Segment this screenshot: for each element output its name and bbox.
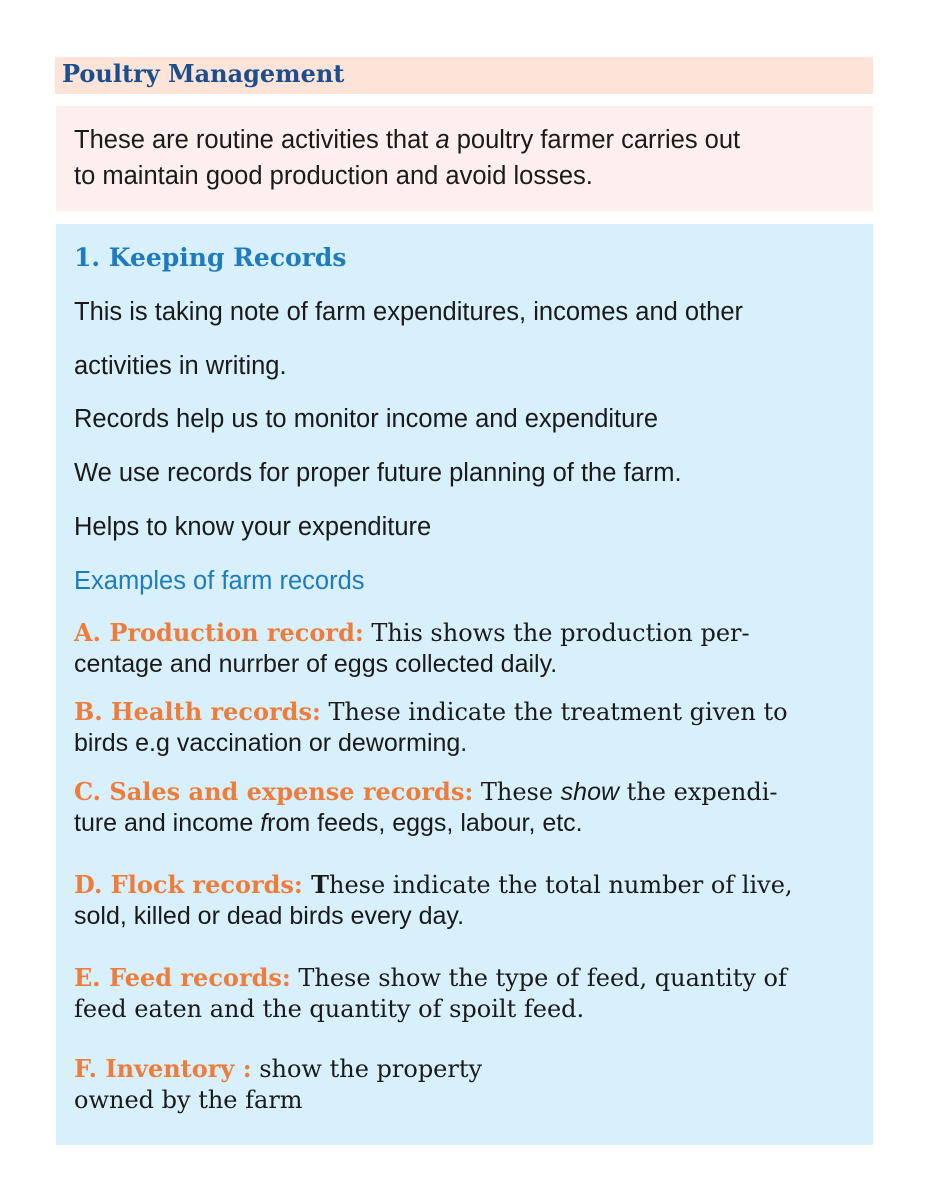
record-production-line2: centage and nurrber of eggs collected daily. (74, 650, 558, 678)
point-planning: We use records for proper future planning of the farm. (74, 459, 682, 487)
record-health-line1: These indicate the treatment given to (320, 698, 788, 726)
intro-line1-pre: These are routine activities that (74, 126, 436, 154)
keeping-records-box (56, 224, 873, 1145)
record-sales-line2-pre: ture and income (74, 809, 261, 837)
record-inventory-label: F. Inventory : (74, 1054, 252, 1083)
record-health (74, 696, 788, 759)
record-health-line2: birds e.g vaccination or deworming. (74, 729, 468, 757)
section-heading: 1. Keeping Records (74, 243, 347, 272)
record-inventory-line2: owned by the farm (74, 1086, 303, 1114)
record-production-line1: This shows the production per- (363, 619, 750, 647)
record-flock-line1: hese indicate the total number of live, (328, 871, 793, 899)
page-title: Poultry Management (62, 59, 345, 88)
record-sales-line1-post: the expendi- (619, 778, 778, 806)
intro-box (56, 106, 873, 211)
record-flock-line2: sold, killed or dead birds every day. (74, 902, 465, 930)
record-sales-line1-pre: These (473, 778, 561, 806)
record-feed-line2: feed eaten and the quantity of spoilt feed. (74, 995, 585, 1023)
intro-text (74, 122, 855, 194)
definition-line2: activities in writing. (74, 352, 287, 380)
record-inventory-line1: show the property (251, 1055, 483, 1083)
point-monitor: Records help us to monitor income and expenditure (74, 405, 658, 433)
examples-heading: Examples of farm records (74, 567, 365, 595)
intro-line1-italic: a (435, 126, 450, 154)
record-flock (74, 869, 793, 932)
record-sales-line2-italic: f (260, 809, 268, 837)
intro-line2: to maintain good production and avoid losses. (74, 162, 593, 190)
record-flock-label: D. Flock records: (74, 870, 303, 899)
record-sales-line2-post: rom feeds, eggs, labour, etc. (267, 809, 583, 837)
record-feed-line1: These show the type of feed, quantity of (290, 964, 787, 992)
record-flock-line1-bold: T (302, 870, 329, 899)
title-bar (55, 57, 873, 94)
record-sales-label: C. Sales and expense records: (74, 777, 474, 806)
record-inventory (74, 1053, 482, 1116)
definition-line1: This is taking note of farm expenditures, incomes and other (74, 298, 744, 326)
record-production (74, 617, 750, 680)
record-health-label: B. Health records: (74, 697, 321, 726)
record-feed (74, 962, 787, 1025)
point-expenditure: Helps to know your expenditure (74, 513, 432, 541)
record-sales-line1-italic: show (560, 778, 620, 806)
record-sales-expense (74, 776, 778, 839)
record-production-label: A. Production record: (74, 618, 364, 647)
intro-line1-post: poultry farmer carries out (449, 126, 741, 154)
record-feed-label: E. Feed records: (74, 963, 291, 992)
